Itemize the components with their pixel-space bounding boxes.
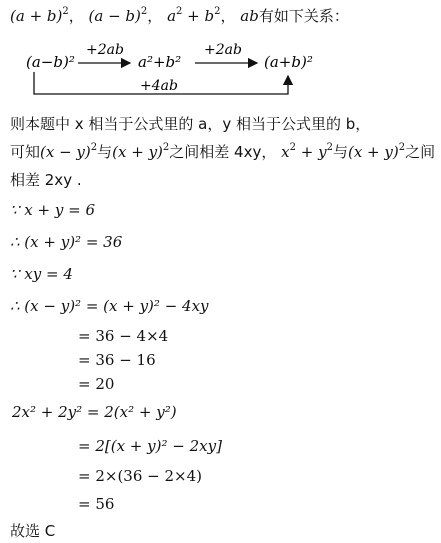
explanation-line-3: 相差 2xy . (10, 171, 82, 189)
expr-x-plus-y: (x + y) (112, 143, 163, 161)
step-result-20: = 20 (78, 375, 115, 393)
exponent: 2 (398, 142, 406, 153)
explanation-line-2 (10, 142, 435, 162)
text-zhijian: 之间 (405, 143, 436, 161)
intro-line (10, 6, 349, 26)
exponent: 2 (176, 6, 183, 17)
expr-plus-y: + y (295, 143, 327, 161)
comma: ， (147, 7, 163, 25)
exponent: 2 (90, 142, 98, 153)
text-kezhi: 可知 (10, 143, 41, 161)
step-factor-two: 2x² + 2y² = 2(x² + y²) (12, 403, 177, 421)
step-numeric-form: = 2×(36 − 2×4) (78, 467, 202, 485)
expr-ab: ab (240, 7, 259, 25)
step-therefore-square: ∴ (x + y)² = 36 (10, 233, 123, 251)
expr-x-minus-y: (x − y) (40, 143, 91, 161)
expr-a: a (167, 7, 177, 25)
step-subtract: = 36 − 16 (78, 351, 156, 369)
diagram-bottom-label: +4ab (140, 78, 178, 94)
step-because-product: ∵ xy = 4 (10, 265, 73, 283)
exponent: 2 (326, 142, 333, 153)
conclusion: 故选 C (10, 522, 56, 540)
text-diff-4xy: 之间相差 4xy， (169, 143, 277, 161)
diagram-step2-label: +2ab (204, 42, 242, 58)
explanation-line-1: 则本题中 x 相当于公式里的 a，y 相当于公式里的 b， (10, 115, 371, 133)
expr-a-minus-b: (a − b) (88, 7, 141, 25)
text-yu-2: 与 (332, 143, 348, 161)
comma: ， (220, 7, 236, 25)
exponent: 2 (289, 142, 296, 153)
diagram-right-term: (a+b)² (264, 53, 313, 71)
exponent: 2 (214, 6, 221, 17)
step-because-sum: ∵ x + y = 6 (10, 201, 95, 219)
exponent: 2 (162, 142, 170, 153)
diagram-left-term: (a−b)² (26, 53, 75, 71)
exponent: 2 (62, 6, 69, 17)
step-bracket-form: = 2[(x + y)² − 2xy] (78, 437, 222, 455)
expr-a-plus-b: (a + b) (10, 7, 63, 25)
step-result-56: = 56 (78, 495, 115, 513)
expr-x: x (281, 143, 290, 161)
exponent: 2 (140, 6, 148, 17)
expr-x-plus-y-2: (x + y) (347, 143, 399, 161)
expr-plus-b: + b (182, 7, 215, 25)
step-difference-formula: ∴ (x − y)² = (x + y)² − 4xy (10, 297, 209, 315)
text-yu: 与 (97, 143, 113, 161)
relationship-diagram (20, 38, 320, 102)
comma: ， (68, 7, 84, 25)
diagram-step1-label: +2ab (86, 42, 124, 58)
intro-tail: 有如下关系： (258, 7, 349, 25)
step-substitute: = 36 − 4×4 (78, 327, 169, 345)
diagram-mid-term: a²+b² (138, 53, 182, 71)
